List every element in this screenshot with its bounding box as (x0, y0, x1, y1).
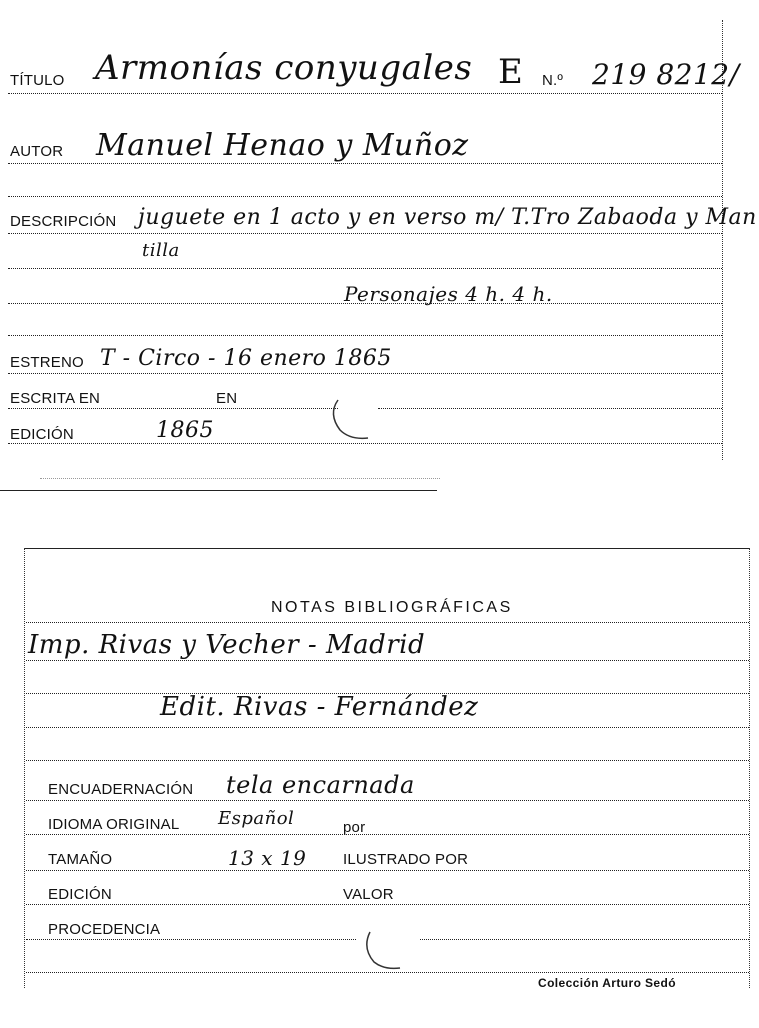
tamano-rule (26, 870, 749, 871)
notas-heading: NOTAS BIBLIOGRÁFICAS (271, 599, 513, 616)
mark-letter: E (498, 52, 524, 92)
valor-label: VALOR (343, 886, 394, 903)
descripcion-value-2: tilla (142, 240, 180, 261)
blank-rule-3 (8, 303, 722, 304)
idioma-rule (26, 834, 749, 835)
escrita-rule-left (8, 408, 338, 409)
coleccion-footer: Colección Arturo Sedó (538, 976, 676, 990)
autor-value: Manuel Henao y Muñoz (96, 128, 469, 163)
procedencia-rule-right (420, 939, 749, 940)
ilustrado-label: ILUSTRADO POR (343, 851, 469, 868)
card-lower-right-border (749, 548, 750, 988)
procedencia-label: PROCEDENCIA (48, 921, 161, 938)
por-label: por (343, 819, 366, 836)
tamano-label: TAMAÑO (48, 851, 113, 868)
en-label: EN (216, 390, 238, 407)
tamano-value: 13 x 19 (228, 846, 307, 870)
numero-label: N.º (542, 72, 564, 89)
blank-rule-2 (8, 268, 722, 269)
note-line-2: Edit. Rivas - Fernández (160, 692, 479, 722)
descripcion-rule (8, 233, 722, 234)
faint-rule (40, 478, 440, 479)
note-rule-3 (26, 727, 749, 728)
personajes-value: Personajes 4 h. 4 h. (344, 282, 553, 306)
estreno-rule (8, 373, 722, 374)
edicion-value: 1865 (156, 418, 214, 443)
procedencia-rule-left (26, 939, 356, 940)
autor-rule (8, 163, 722, 164)
encuadernacion-rule (26, 800, 749, 801)
notas-rule (26, 622, 749, 623)
note-rule-4 (26, 760, 749, 761)
numero-value: 219 8212/ (592, 58, 740, 91)
note-rule-1 (26, 660, 749, 661)
titulo-rule (8, 93, 722, 94)
edicion-label: EDICIÓN (10, 426, 74, 443)
note-line-1: Imp. Rivas y Vecher - Madrid (28, 630, 426, 660)
idioma-value: Español (218, 808, 295, 829)
titulo-value: Armonías conyugales (95, 48, 473, 88)
descripcion-label: DESCRIPCIÓN (10, 213, 117, 230)
blank-rule-4 (8, 335, 722, 336)
edicion2-label: EDICIÓN (48, 886, 112, 903)
escrita-label: ESCRITA EN (10, 390, 101, 407)
estreno-value: T - Circo - 16 enero 1865 (100, 346, 392, 371)
card-lower-top-edge (24, 548, 749, 549)
encuadernacion-label: ENCUADERNACIÓN (48, 781, 194, 798)
edicion2-rule (26, 904, 749, 905)
escrita-rule-right (378, 408, 722, 409)
autor-label: AUTOR (10, 143, 64, 160)
bottom-rule (26, 972, 749, 973)
encuadernacion-value: tela encarnada (226, 771, 415, 799)
titulo-label: TÍTULO (10, 72, 65, 89)
punch-hole-mark (320, 392, 380, 444)
card-upper-bottom-edge (0, 490, 437, 491)
estreno-label: ESTRENO (10, 354, 84, 371)
note-rule-2 (26, 693, 749, 694)
punch-hole-mark-lower (358, 926, 408, 974)
idioma-label: IDIOMA ORIGINAL (48, 816, 180, 833)
card-lower-left-border (24, 548, 25, 988)
descripcion-value-1: juguete en 1 acto y en verso m/ T.Tro Zabaoda y Man (138, 205, 757, 230)
blank-rule-1 (8, 196, 722, 197)
